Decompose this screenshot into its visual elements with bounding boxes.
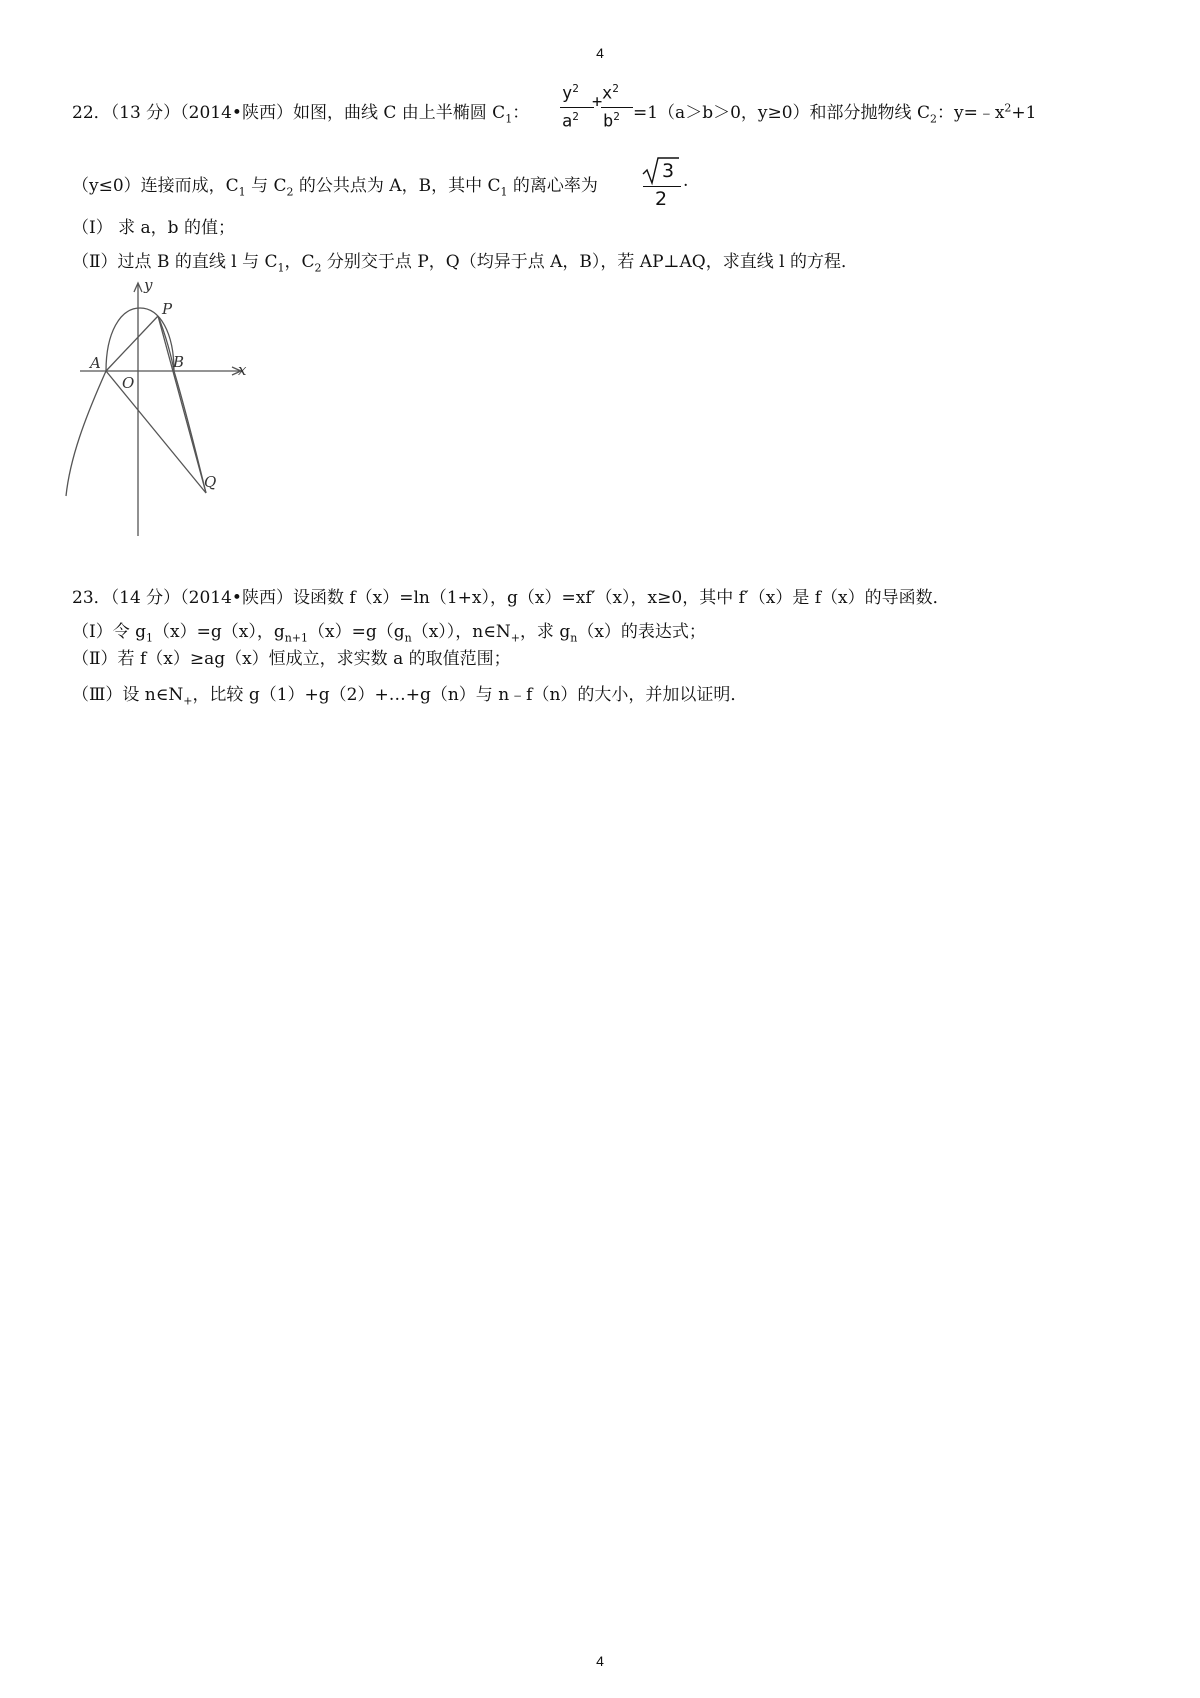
p1-s4: + — [510, 631, 520, 645]
p1-s2: n+1 — [284, 631, 309, 645]
sqrt-denominator: 2 — [655, 188, 668, 210]
frac-bar-sqrt — [643, 186, 681, 187]
c2-sub-2: 2 — [286, 185, 294, 199]
label-B: B — [173, 353, 185, 371]
parabola-eq: ：y=﹣x — [936, 103, 1005, 123]
page-number-top: 4 — [596, 45, 604, 61]
frac-a-denominator — [562, 110, 579, 132]
q22-part1: （Ⅰ） 求 a，b 的值； — [72, 218, 235, 238]
p1-d: （x）），n∈N — [411, 622, 511, 642]
period: . — [683, 171, 689, 191]
parabola — [66, 371, 106, 496]
colon: ： — [512, 103, 530, 123]
sq-y: 2 — [572, 82, 579, 95]
c1-sub-4: 1 — [277, 261, 285, 275]
p3-s: + — [183, 694, 193, 708]
parabola-eq-end: +1 — [1011, 103, 1037, 123]
part2-c: 分别交于点 P，Q（均异于点 A，B），若 AP⊥AQ，求直线 l 的方程． — [321, 252, 858, 272]
label-x: x — [238, 361, 247, 379]
label-y: y — [144, 278, 153, 294]
p1-s1: 1 — [146, 631, 154, 645]
c2-subscript: 2 — [929, 112, 937, 126]
frac-y-numerator — [562, 82, 579, 104]
p1-a: （Ⅰ）令 g — [72, 622, 147, 642]
sqrt-sign — [641, 156, 681, 186]
part2-a: （Ⅱ）过点 B 的直线 l 与 C — [72, 252, 278, 272]
p3-b: ，比较 g（1）+g（2）+…+g（n）与 n﹣f（n）的大小，并加以证明． — [192, 685, 748, 705]
q23-part2: （Ⅱ）若 f（x）≥ag（x）恒成立，求实数 a 的取值范围； — [72, 649, 511, 669]
den-b: b — [603, 111, 614, 132]
sq-b: 2 — [613, 110, 620, 123]
q23-part1 — [72, 617, 706, 644]
den-a: a — [562, 111, 573, 132]
page-number-bottom: 4 — [596, 1653, 604, 1669]
line2-b: 与 C — [245, 176, 287, 196]
frac-bar-1 — [560, 107, 594, 108]
frac-x-numerator — [602, 82, 619, 104]
c1-sub-2: 1 — [238, 185, 246, 199]
plus-sign: + — [592, 92, 603, 112]
c2-sub-4: 2 — [314, 261, 322, 275]
line-AP — [106, 316, 158, 371]
c1-sub-3: 1 — [500, 185, 508, 199]
frac-bar-2 — [601, 107, 633, 108]
frac-b-denominator — [603, 110, 620, 132]
line2-a: （y≤0）连接而成，C — [72, 176, 239, 196]
label-Q: Q — [204, 473, 217, 491]
sq-a: 2 — [572, 110, 579, 123]
p3-a: （Ⅲ）设 n∈N — [72, 685, 184, 705]
p1-f: （x）的表达式； — [577, 622, 706, 642]
label-A: A — [90, 354, 101, 372]
q23-part3 — [72, 680, 747, 707]
q22-part2 — [72, 247, 858, 274]
line2-d: 的离心率为 — [507, 176, 598, 196]
q22-head-text: 22．（13 分）（2014•陕西）如图，曲线 C 由上半椭圆 C — [72, 103, 506, 123]
p1-s5: n — [570, 631, 578, 645]
num-x: x — [602, 83, 613, 104]
c1-subscript: 1 — [505, 112, 513, 126]
num-y: y — [562, 83, 573, 104]
p1-c: （x）=g（g — [308, 622, 405, 642]
q22-figure — [60, 278, 270, 538]
p1-e: ，求 g — [519, 622, 571, 642]
label-O: O — [122, 374, 135, 392]
sq-x: 2 — [612, 82, 619, 95]
q22-line2 — [72, 171, 598, 198]
label-P: P — [162, 300, 173, 318]
q22-line1-head — [72, 98, 529, 125]
q22-line1-tail — [633, 98, 1036, 125]
sqrt-number: 3 — [662, 160, 675, 182]
p1-b: （x）=g（x），g — [153, 622, 285, 642]
line2-c: 的公共点为 A，B，其中 C — [293, 176, 501, 196]
line-PQ — [158, 316, 206, 493]
sq-parabola: 2 — [1004, 101, 1012, 115]
p1-s3: n — [404, 631, 412, 645]
part2-b: ，C — [284, 252, 315, 272]
eq-text: =1（a＞b＞0，y≥0）和部分抛物线 C — [633, 103, 930, 123]
q23-line1: 23．（14 分）（2014•陕西）设函数 f（x）=ln（1+x），g（x）=xf′（x），x≥0，其中 f′（x）是 f（x）的导函数． — [72, 588, 950, 608]
